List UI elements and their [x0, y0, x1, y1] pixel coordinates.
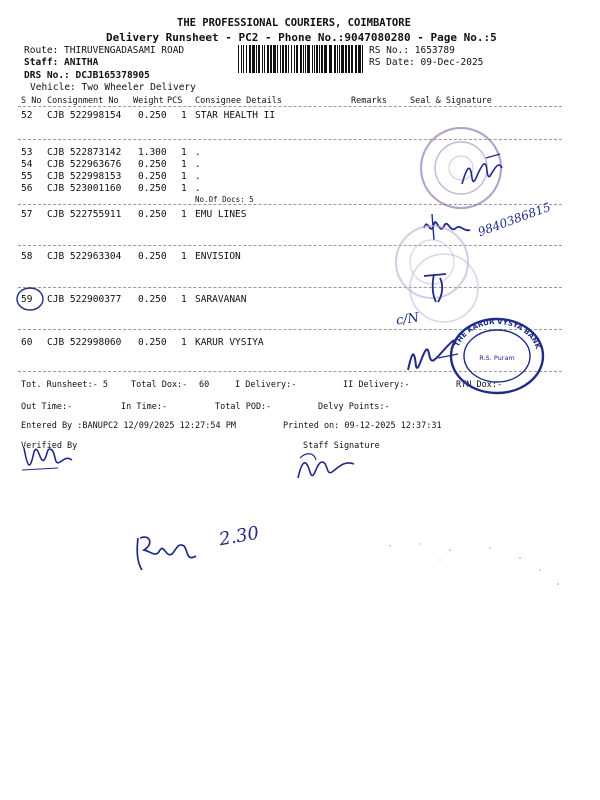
- row-consignment: CJB 522900377: [47, 294, 122, 305]
- row-weight: 1.300: [138, 147, 167, 158]
- row-pcs: 1: [181, 110, 187, 121]
- barcode-bar: [345, 45, 347, 73]
- row-consignee: .: [195, 183, 201, 194]
- row-consignment: CJB 522998153: [47, 171, 122, 182]
- barcode-bar: [241, 45, 242, 73]
- company-title: THE PROFESSIONAL COURIERS, COIMBATORE: [177, 17, 411, 29]
- row-weight: 0.250: [138, 251, 167, 262]
- barcode-bar: [270, 45, 272, 73]
- row-consignment: CJB 522998154: [47, 110, 122, 121]
- rs-date: RS Date: 09-Dec-2025: [369, 57, 484, 68]
- row-pcs: 1: [181, 147, 187, 158]
- signature-mark-60: [404, 330, 464, 384]
- row-pcs: 1: [181, 251, 187, 262]
- row-consignee: ENVISION: [195, 251, 241, 262]
- barcode-bar: [256, 45, 257, 73]
- barcode-bar: [267, 45, 269, 73]
- row-weight: 0.250: [138, 171, 167, 182]
- barcode-bar: [282, 45, 284, 73]
- runsheet-title: Delivery Runsheet - PC2 - Phone No.:9047080280 - Page No.:5: [106, 31, 497, 44]
- barcode-bar: [262, 45, 263, 73]
- vehicle-label: Vehicle: Two Wheeler Delivery: [30, 82, 196, 93]
- barcode-bar: [324, 45, 327, 73]
- row-consignment: CJB 522963304: [47, 251, 122, 262]
- barcode-bar: [258, 45, 260, 73]
- col-sno: S No: [21, 96, 42, 106]
- row-sno: 57: [21, 209, 33, 220]
- seal-center-text: R.S. Puram: [479, 354, 515, 362]
- row-weight: 0.250: [138, 294, 167, 305]
- signature-mark-top: [456, 150, 516, 204]
- barcode-bar: [329, 45, 332, 73]
- row-sno: 52: [21, 110, 33, 121]
- faint-specks: [380, 540, 570, 604]
- col-seal: Seal & Signature: [410, 96, 492, 106]
- row-sno: 53: [21, 147, 33, 158]
- row-pcs: 1: [181, 294, 187, 305]
- rtn-dox: RTN Dox:-: [456, 380, 503, 390]
- total-dox-label: Total Dox:-: [131, 380, 188, 390]
- bottom-signature: [130, 528, 210, 580]
- row-weight: 0.250: [138, 183, 167, 194]
- col-consignment: Consignment No: [47, 96, 119, 106]
- barcode-bar: [285, 45, 287, 73]
- barcode-bar: [246, 45, 247, 73]
- barcode-bar: [249, 45, 251, 73]
- verified-by: Verified By: [21, 441, 78, 451]
- barcode-bar: [337, 45, 338, 73]
- verified-signature: [18, 440, 78, 480]
- row-consignment: CJB 522998060: [47, 337, 122, 348]
- barcode-bar: [319, 45, 320, 73]
- barcode-bar: [243, 45, 244, 73]
- route-label: Route: THIRUVENGADASAMI ROAD: [24, 45, 185, 56]
- row-pcs: 1: [181, 159, 187, 170]
- entered-by: Entered By :BANUPC2 12/09/2025 12:27:54 PM: [21, 421, 236, 431]
- row-sno: 60: [21, 337, 33, 348]
- ii-delivery: II Delivery:-: [343, 380, 410, 390]
- barcode-bar: [307, 45, 310, 73]
- row-sno: 54: [21, 159, 33, 170]
- barcode-bar: [294, 45, 295, 73]
- row-pcs: 1: [181, 183, 187, 194]
- row-consignee: STAR HEALTH II: [195, 110, 276, 121]
- i-delivery: I Delivery:-: [235, 380, 297, 390]
- barcode-bar: [321, 45, 323, 73]
- barcode-bar: [303, 45, 304, 73]
- handwritten-co: c/N: [395, 310, 420, 329]
- barcode-bar: [280, 45, 281, 73]
- staff-label: Staff: ANITHA: [24, 57, 99, 68]
- barcode-bar: [312, 45, 313, 73]
- barcode-bar: [362, 45, 363, 73]
- rs-number: RS No.: 1653789: [369, 45, 455, 56]
- col-remarks: Remarks: [351, 96, 387, 106]
- drs-label: DRS No.: DCJB165378905: [24, 70, 150, 81]
- barcode-bar: [339, 45, 340, 73]
- row-sno: 58: [21, 251, 33, 262]
- no-of-docs: No.Of Docs: 5: [195, 195, 254, 204]
- staff-signature-label: Staff Signature: [303, 441, 380, 451]
- barcode-bar: [300, 45, 302, 73]
- row-weight: 0.250: [138, 209, 167, 220]
- row-divider: [18, 245, 562, 246]
- barcode-bar: [334, 45, 336, 73]
- row-consignee: .: [195, 171, 201, 182]
- row-pcs: 1: [181, 337, 187, 348]
- delvy-points: Delvy Points:-: [318, 402, 390, 412]
- barcode-bar: [252, 45, 255, 73]
- row-sno: 59: [21, 294, 33, 305]
- row-consignee: .: [195, 159, 201, 170]
- seal-ring-textpath: THE KARUR VYSYA BANK: [453, 317, 542, 351]
- row-consignee: SARAVANAN: [195, 294, 247, 305]
- barcode-bar: [351, 45, 353, 73]
- col-consignee: Consignee Details: [195, 96, 282, 106]
- barcode: [238, 45, 365, 73]
- in-time: In Time:-: [121, 402, 168, 412]
- barcode-bar: [277, 45, 278, 73]
- barcode-bar: [273, 45, 276, 73]
- row-consignee: EMU LINES: [195, 209, 247, 220]
- row-consignment: CJB 522755911: [47, 209, 122, 220]
- barcode-bar: [296, 45, 298, 73]
- total-dox-value: 60: [199, 380, 210, 390]
- handwritten-phone: 9840386815: [476, 199, 553, 240]
- row-consignment: CJB 523001160: [47, 183, 122, 194]
- barcode-bar: [348, 45, 350, 73]
- row-consignee: .: [195, 147, 201, 158]
- handwritten-time: 2.30: [217, 522, 261, 551]
- out-time: Out Time:-: [21, 402, 73, 412]
- barcode-bar: [316, 45, 318, 73]
- barcode-bar: [314, 45, 315, 73]
- barcode-bar: [264, 45, 265, 73]
- row-weight: 0.250: [138, 110, 167, 121]
- printed-on: Printed on: 09-12-2025 12:37:31: [283, 421, 442, 431]
- barcode-bar: [291, 45, 292, 73]
- barcode-bar: [305, 45, 306, 73]
- tot-runsheet: Tot. Runsheet:- 5: [21, 380, 108, 390]
- barcode-bar: [355, 45, 357, 73]
- barcode-bar: [341, 45, 344, 73]
- header-divider: [18, 106, 562, 107]
- staff-signature: [292, 448, 362, 492]
- row-consignment: CJB 522873142: [47, 147, 122, 158]
- row-pcs: 1: [181, 171, 187, 182]
- col-pcs: PCS: [167, 96, 183, 106]
- row-weight: 0.250: [138, 159, 167, 170]
- col-weight: Weight: [133, 96, 164, 106]
- row-consignment: CJB 522963676: [47, 159, 122, 170]
- barcode-bar: [288, 45, 289, 73]
- row-consignee: KARUR VYSIYA: [195, 337, 264, 348]
- row-sno: 55: [21, 171, 33, 182]
- total-pod: Total POD:-: [215, 402, 272, 412]
- barcode-bar: [358, 45, 361, 73]
- row-pcs: 1: [181, 209, 187, 220]
- row-weight: 0.250: [138, 337, 167, 348]
- row-sno: 56: [21, 183, 33, 194]
- signature-mark-58: [418, 268, 458, 312]
- barcode-bar: [238, 45, 239, 73]
- circled-row-59-mark: [15, 286, 45, 316]
